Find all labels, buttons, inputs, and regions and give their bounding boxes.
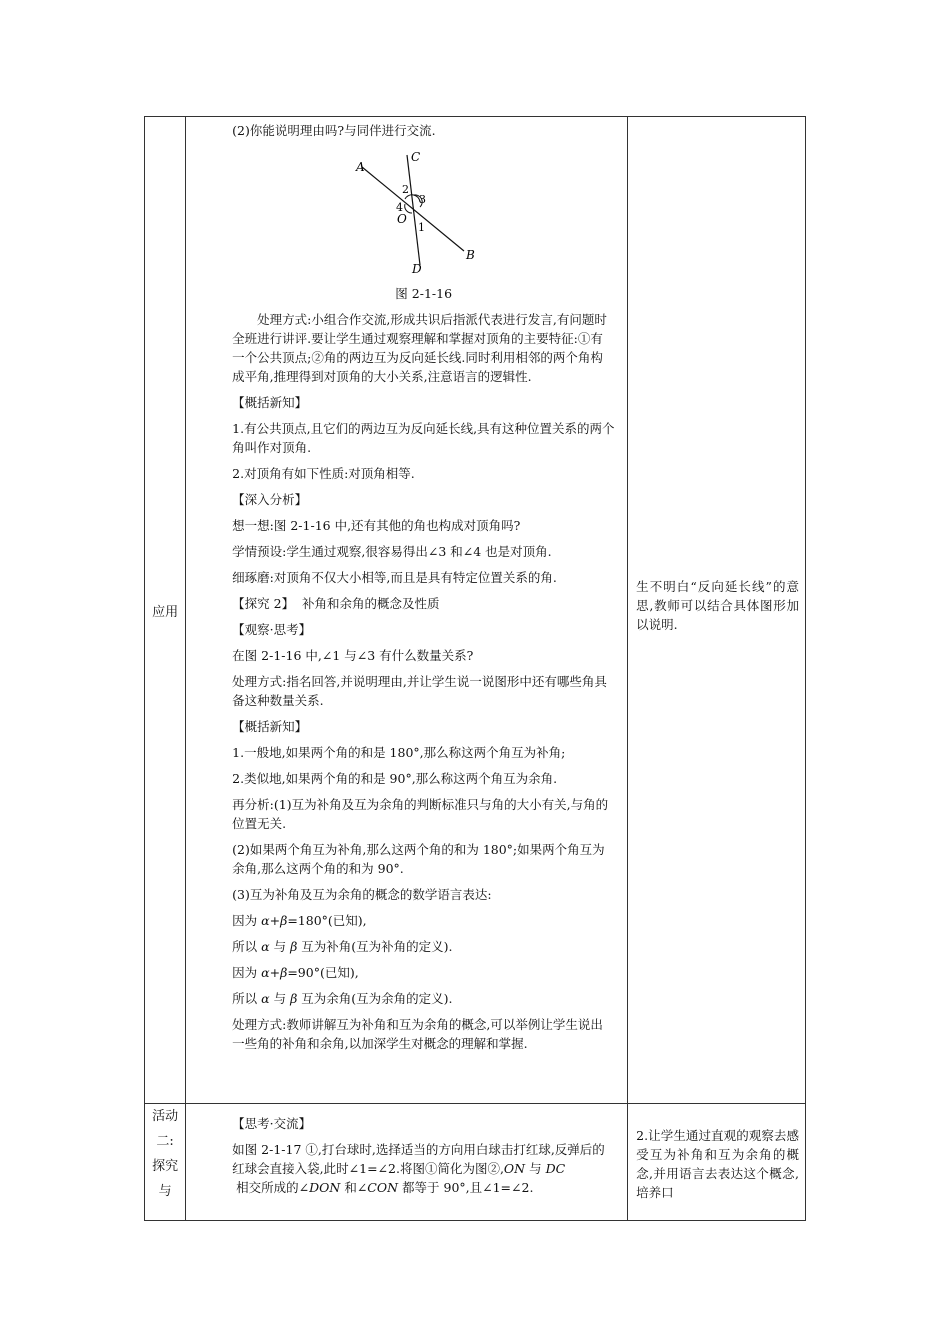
label-b: B <box>465 248 475 262</box>
row-application <box>145 117 806 1104</box>
question-2: (2)你能说明理由吗?与同伴进行交流. <box>232 123 436 138</box>
heading-observe: 【观察·思考】 <box>232 622 312 637</box>
label-c: C <box>410 150 420 164</box>
lesson-table <box>144 116 806 1221</box>
math-line-1: 因为 α+β=180°(已知), <box>232 913 367 928</box>
heading-explore-2: 【探究 2】 补角和余角的概念及性质 <box>232 596 440 611</box>
teaching-note-cell-1 <box>628 117 806 1104</box>
label-o: O <box>396 212 407 226</box>
line-cd <box>407 155 420 265</box>
think-question: 想一想:图 2-1-16 中,还有其他的角也构成对顶角吗? <box>232 518 521 533</box>
heading-think-exchange: 【思考·交流】 <box>232 1116 312 1131</box>
teaching-note-1: 生不明白“反向延长线”的意思,教师可以结合具体图形加以说明. <box>636 579 799 632</box>
label-angle-4: 4 <box>395 201 403 214</box>
analysis-3: (3)互为补角及互为余角的概念的数学语言表达: <box>232 887 492 902</box>
row-label-application: 应用 <box>145 117 186 1104</box>
label-a: A <box>355 160 365 174</box>
heading-summary-1: 【概括新知】 <box>232 395 308 410</box>
label-angle-2: 2 <box>401 183 409 196</box>
activity-2-content <box>186 1104 628 1221</box>
heading-deep-analysis: 【深入分析】 <box>232 492 308 507</box>
figure-caption: 图 2-1-16 <box>395 286 453 301</box>
teaching-note-cell-2 <box>628 1104 806 1221</box>
math-line-3: 因为 α+β=90°(已知), <box>232 965 359 980</box>
detail-note: 细琢磨:对顶角不仅大小相等,而且是具有特定位置关系的角. <box>232 570 557 585</box>
math-line-2: 所以 α 与 β 互为补角(互为补角的定义). <box>232 939 453 954</box>
row-activity-2 <box>145 1104 806 1221</box>
main-content-cell <box>186 117 628 1104</box>
label-d: D <box>411 262 422 275</box>
method-paragraph-3: 处理方式:教师讲解互为补角和互为余角的概念,可以举例让学生说出一些角的补角和余角,以加深学生对概念的理解和掌握. <box>232 1017 603 1051</box>
student-preset: 学情预设:学生通过观察,很容易得出∠3 和∠4 也是对顶角. <box>232 544 552 559</box>
math-line-4: 所以 α 与 β 互为余角(互为余角的定义). <box>232 991 453 1006</box>
analysis-1: 再分析:(1)互为补角及互为余角的判断标准只与角的大小有关,与角的位置无关. <box>232 797 609 831</box>
label-angle-1: 1 <box>417 221 425 234</box>
summary-2-item-2: 2.类似地,如果两个角的和是 90°,那么称这两个角互为余角. <box>232 771 558 786</box>
relation-question: 在图 2-1-16 中,∠1 与∠3 有什么数量关系? <box>232 648 474 663</box>
heading-summary-2: 【概括新知】 <box>232 719 308 734</box>
summary-1-item-2: 2.对顶角有如下性质:对顶角相等. <box>232 466 415 481</box>
row-label-activity-2: 活动 二: 探究 与 <box>145 1104 186 1221</box>
vertical-angles-diagram <box>354 147 494 275</box>
analysis-2: (2)如果两个角互为补角,那么这两个角的和为 180°;如果两个角互为余角,那么这两个角的和为 90°. <box>232 842 605 876</box>
figure-2-1-16 <box>232 147 615 280</box>
method-paragraph-2: 处理方式:指名回答,并说明理由,并让学生说一说图形中还有哪些角具备这种数量关系. <box>232 674 607 708</box>
summary-1-item-1: 1.有公共顶点,且它们的两边互为反向延长线,具有这种位置关系的两个角叫作对顶角. <box>232 421 615 455</box>
summary-2-item-1: 1.一般地,如果两个角的和是 180°,那么称这两个角互为补角; <box>232 745 566 760</box>
teaching-note-2: 2.让学生通过直观的观察去感受互为补角和互为余角的概念,并用语言去表达这个概念,培养口 <box>636 1128 799 1200</box>
billiards-paragraph: 如图 2-1-17 ①,打台球时,选择适当的方向用白球击打红球,反弹后的红球会直接入袋,此时∠1=∠2.将图①简化为图②,ON 与 DC 相交所成的∠DON 和∠CON 都等于 90°,且∠1=∠2. <box>232 1142 605 1195</box>
method-paragraph-1: 处理方式:小组合作交流,形成共识后指派代表进行发言,有问题时全班进行讲评.要让学生通过观察理解和掌握对顶角的主要特征:①有一个公共顶点;②角的两边互为反向延长线.同时利用相邻的两个角构成平角,推理得到对顶角的大小关系,注意语言的逻辑性. <box>232 312 607 384</box>
label-angle-3: 3 <box>418 193 426 206</box>
